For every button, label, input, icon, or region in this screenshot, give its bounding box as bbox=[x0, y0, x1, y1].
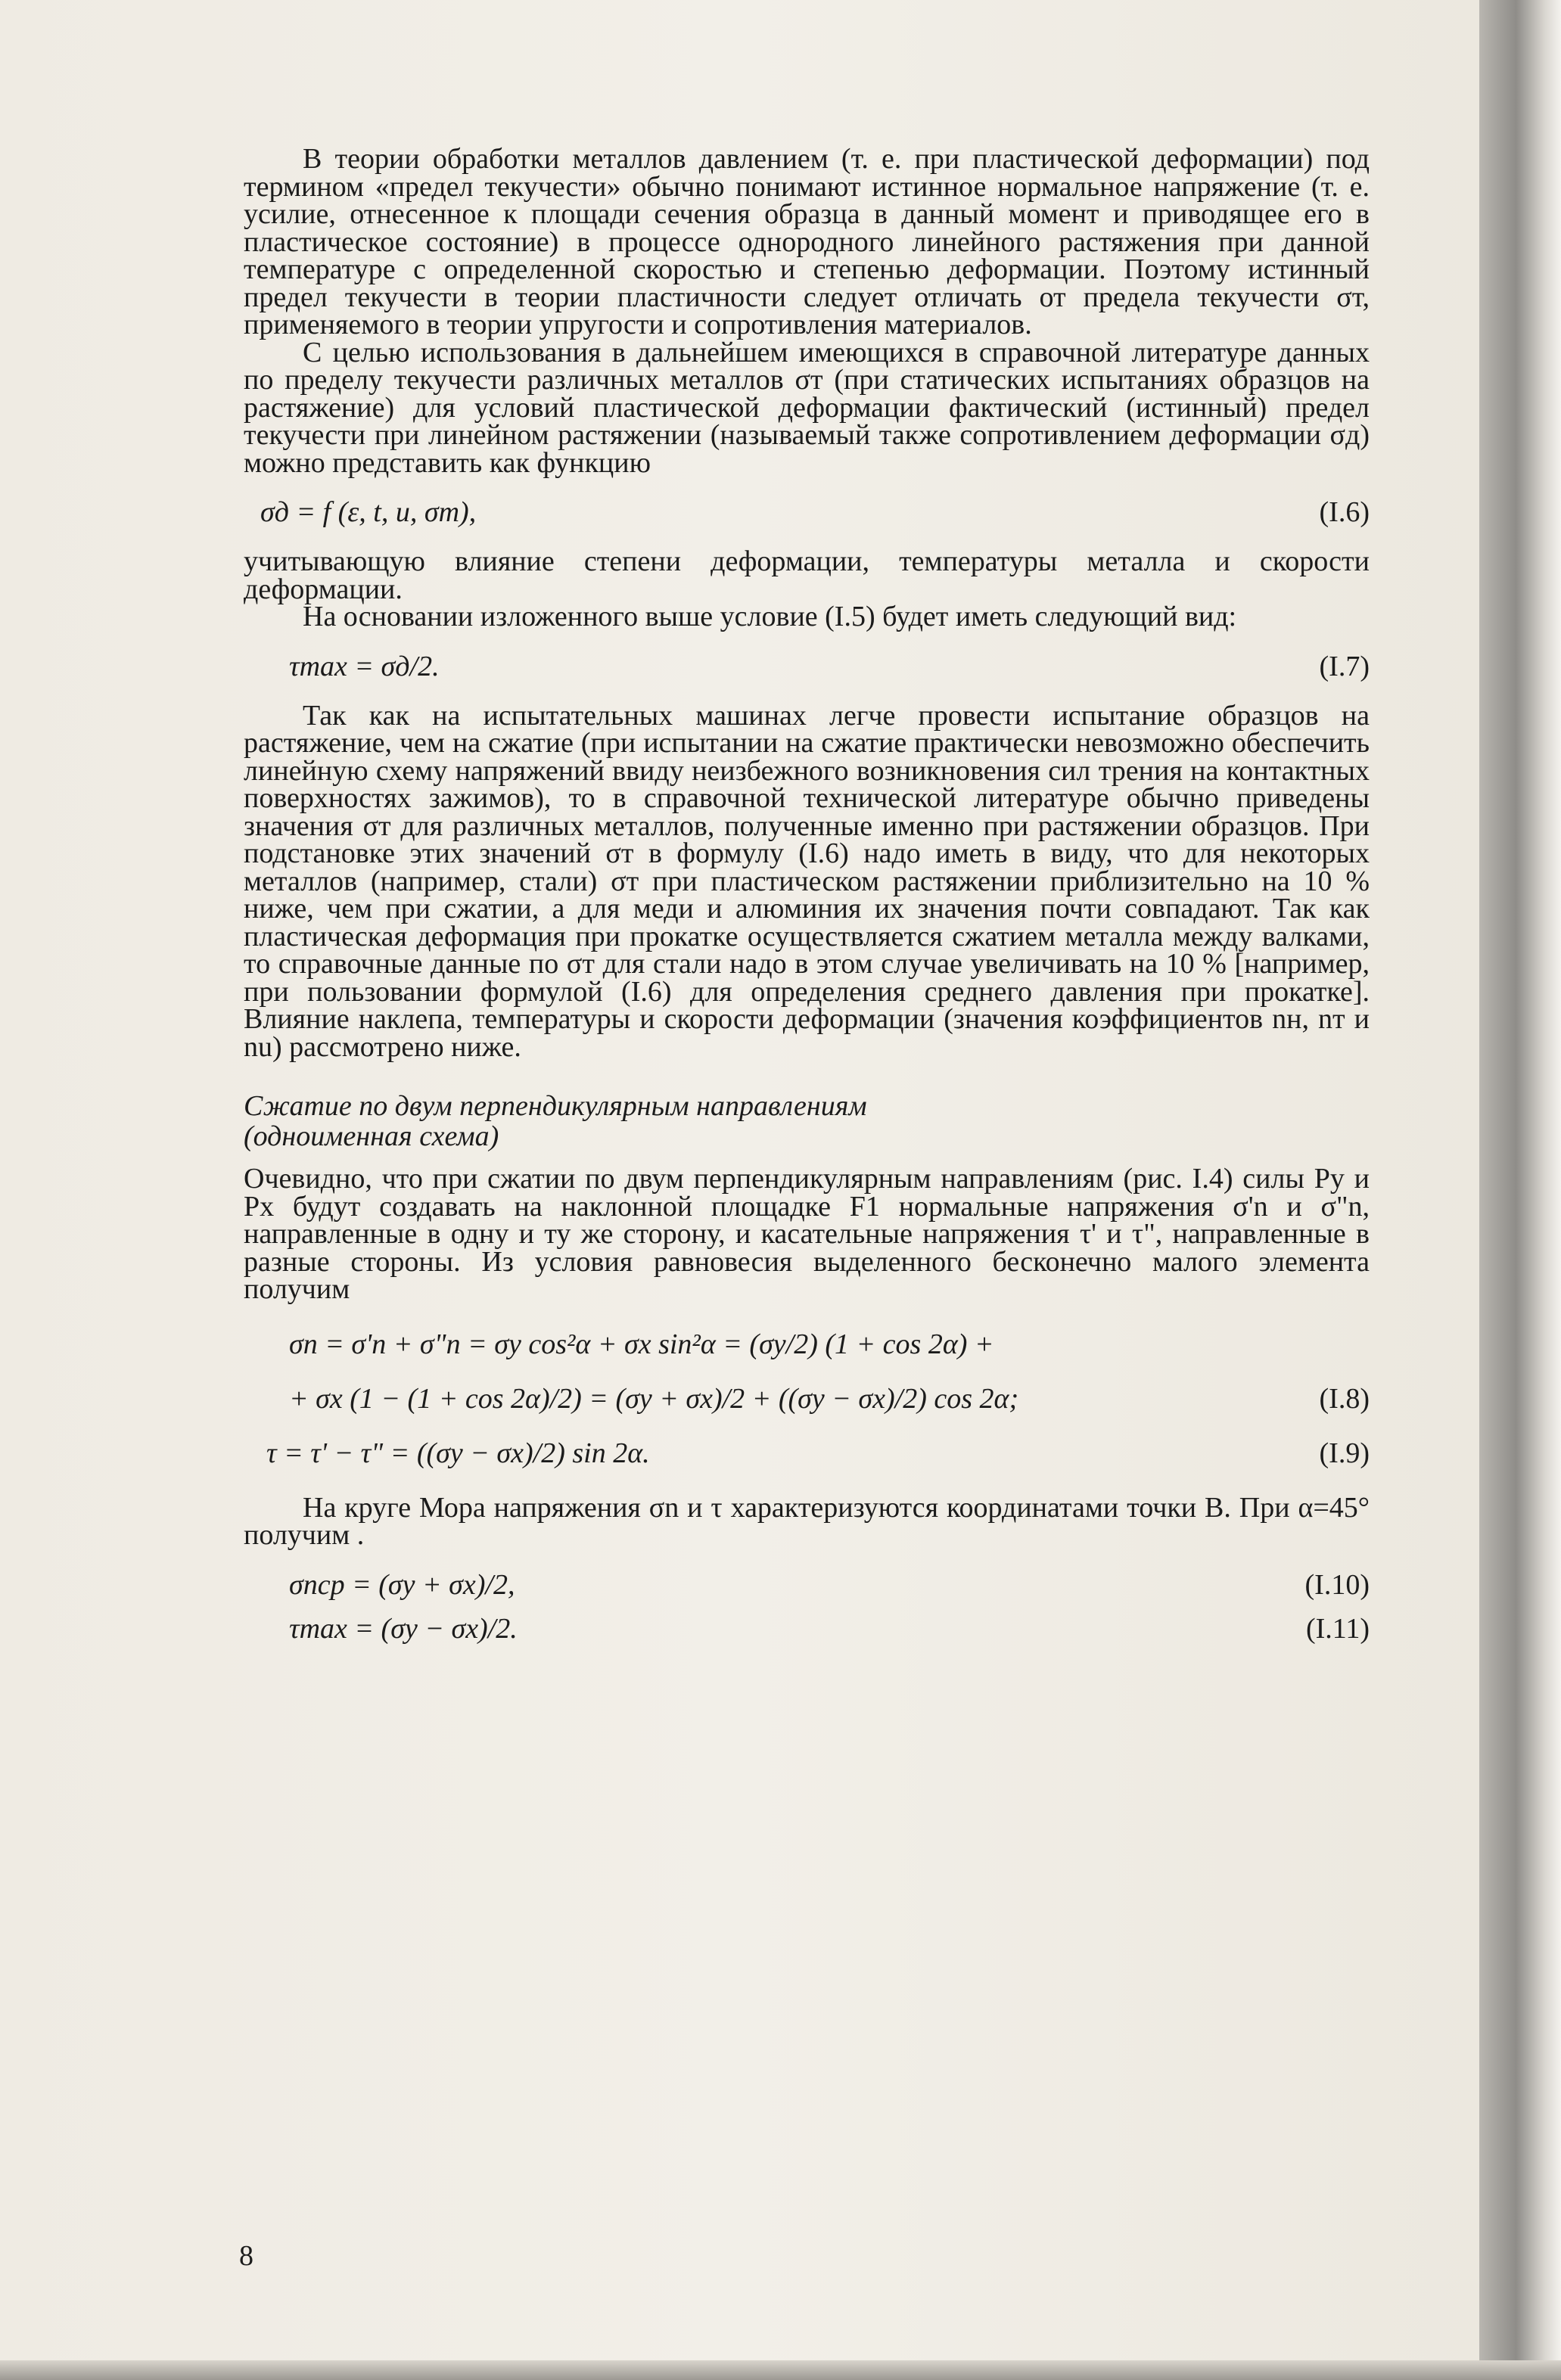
equation-I7 bbox=[244, 645, 1370, 688]
equation-I9-body: τ = τ' − τ" = ((σy − σx)/2) sin 2α. bbox=[266, 1437, 650, 1469]
paragraph-yield-strength-definition: В теории обработки металлов давлением (т. е. при пластической деформации) под термином «предел текучести» обычно понимают истинное нормальное напряжение (т. е. усилие, отнесенное к площади сечения образца в данный момент и приводящее его в пластическое состояние) в процессе однородного линейного растяжения при данной температуре с определенной скоростью и степенью деформации. Поэтому истинный предел текучести в теории пластичности следует отличать от предела текучести σт, применяемого в теории упругости и сопротивления материалов. bbox=[244, 143, 1370, 340]
section-heading-line2: (одноименная схема) bbox=[244, 1120, 499, 1152]
equation-I8-line1 bbox=[244, 1317, 1370, 1372]
equation-I8-line2-body: + σx (1 − (1 + cos 2α)/2) = (σy + σx)/2 + ((σy − σx)/2) cos 2α; bbox=[289, 1382, 1019, 1415]
paragraph-biaxial-compression: Очевидно, что при сжатии по двум перпендикулярным направлениям (рис. I.4) силы Py и Px будут создавать на наклонной площадке F1 нормальные напряжения σ'n и σ"n, направленные в одну и ту же сторону, и касательные напряжения τ' и τ", направленные в разные стороны. Из условия равновесия выделенного бесконечно малого элемента получим bbox=[244, 1163, 1370, 1305]
equation-I9 bbox=[244, 1426, 1370, 1481]
equation-I9-number: (I.9) bbox=[1319, 1437, 1370, 1469]
paragraph-testing-machines: Так как на испытательных машинах легче провести испытание образцов на растяжение, чем на сжатие (при испытании на сжатие практически невозможно обеспечить линейную схему напряжений ввиду неизбежного возникновения сил трения на контактных поверхностях зажимов), то в справочной технической литературе обычно приведены значения σт для различных металлов, полученные именно при растяжении образцов. При подстановке этих значений σт в формулу (I.6) надо иметь в виду, что для некоторых металлов (например, стали) σт при пластическом растяжении приблизительно на 10 % ниже, чем при сжатии, а для меди и алюминия их значения почти совпадают. Так как пластическая деформация при прокатке осуществляется сжатием металла между валками, то справочные данные по σт для стали надо в этом случае увеличивать на 10 % [например, при пользовании формулой (I.6) для определения среднего давления при прокатке]. Влияние наклепа, температуры и скорости деформации (значения коэффициентов nн, nт и nu) рассмотрено ниже. bbox=[244, 699, 1370, 1063]
paragraph-condition: На основании изложенного выше условие (I.5) будет иметь следующий вид: bbox=[303, 601, 1237, 632]
section-heading-line1: Сжатие по двум перпендикулярным направлениям bbox=[244, 1090, 867, 1122]
page-bottom-edge-shadow bbox=[0, 2360, 1561, 2380]
equation-I11-number: (I.11) bbox=[1305, 1612, 1370, 1645]
equation-I6-number: (I.6) bbox=[1319, 496, 1370, 528]
section-heading bbox=[244, 1091, 1370, 1151]
equation-I10-number: (I.10) bbox=[1304, 1568, 1370, 1601]
equation-I8-line2 bbox=[244, 1372, 1370, 1426]
paragraph-reference-data: С целью использования в дальнейшем имеющихся в справочной литературе данных по пределу текучести различных металлов σт (при статических испытаниях образцов на растяжение) для условий пластической деформации фактический (истинный) предел текучести при линейном растяжении (называемый также сопротивлением деформации σд) можно представить как функцию bbox=[244, 336, 1370, 479]
page-right-edge-shadow bbox=[1479, 0, 1561, 2380]
equation-I8-line1-body: σn = σ'n + σ"n = σy cos²α + σx sin²α = (σy/2) (1 + cos 2α) + bbox=[289, 1328, 994, 1360]
page-content bbox=[244, 145, 1370, 1651]
page-number: 8 bbox=[239, 2240, 253, 2272]
equation-I11-body: τmax = (σy − σx)/2. bbox=[289, 1612, 518, 1645]
equation-I8-number: (I.8) bbox=[1319, 1382, 1370, 1415]
paragraph-mohr-circle: На круге Мора напряжения σn и τ характеризуются координатами точки B. При α=45° получим . bbox=[244, 1491, 1370, 1551]
equation-I6 bbox=[244, 490, 1370, 534]
paragraph-influence: учитывающую влияние степени деформации, температуры металла и скорости деформации. bbox=[244, 545, 1370, 605]
equation-I10 bbox=[244, 1563, 1370, 1607]
equation-I10-body: σncp = (σy + σx)/2, bbox=[289, 1568, 515, 1601]
equation-I6-body: σд = f (ε, t, u, σт), bbox=[260, 496, 477, 528]
equation-I7-number: (I.7) bbox=[1319, 650, 1370, 682]
equation-I11 bbox=[244, 1607, 1370, 1651]
equation-I7-body: τmax = σд/2. bbox=[289, 650, 440, 682]
